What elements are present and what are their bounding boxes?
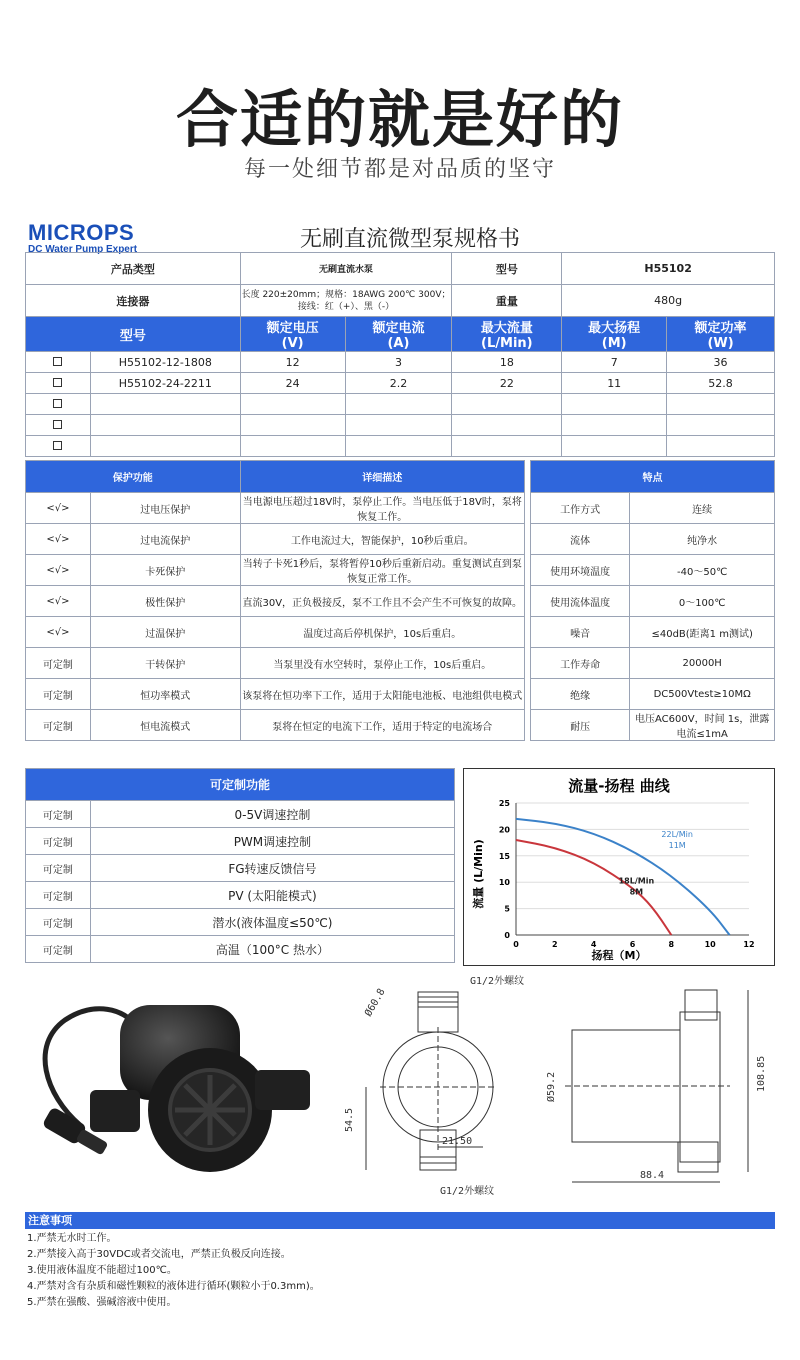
spec-select-cell [26,436,91,457]
spec-cell [345,415,452,436]
custom-value: 潜水(液体温度≤50℃) [90,909,454,936]
front-view [366,992,496,1170]
logo-brand: MICROPS [28,220,135,245]
note-item: 3.使用液体温度不能超过100℃。 [27,1265,177,1276]
spec-header-label: 最大流量 [480,321,533,336]
protection-mark: <√> [26,524,91,555]
spec-checkbox[interactable] [53,420,62,429]
feature-row [531,524,775,555]
custom-header-row [26,769,455,801]
custom-row [26,936,455,963]
dim-884: 88.4 [640,1170,665,1181]
protection-row [26,648,525,679]
spec-row [26,394,775,415]
chart-ytick: 15 [498,851,510,861]
spec-checkbox[interactable] [53,441,62,450]
feature-row [531,679,775,710]
spec-header-unit: (V) [281,336,304,351]
chart-ytick: 20 [498,825,510,835]
custom-value: FG转速反馈信号 [90,855,454,882]
note-item: 5.严禁在强酸、强碱溶液中使用。 [27,1297,177,1308]
dim-front-dia: Ø60.8 [363,986,388,1019]
spec-cell: 18 [452,352,562,373]
chart-ytick: 25 [498,799,510,808]
custom-header: 可定制功能 [26,769,455,801]
protection-name: 极性保护 [90,586,240,617]
feature-key: 使用环境温度 [531,555,630,586]
spec-header-label: 额定功率 [694,321,747,336]
spec-cell [667,415,775,436]
feature-value: 纯净水 [630,524,775,555]
thread-label-bottom: G1/2外螺纹 [440,1186,495,1197]
spec-header [562,317,667,352]
protection-header-desc: 详细描述 [240,461,524,493]
custom-value: PV (太阳能模式) [90,882,454,909]
protection-desc: 当泵里没有水空转时，泵停止工作，10s后重启。 [240,648,524,679]
protection-name: 恒功率模式 [90,679,240,710]
feature-key: 噪音 [531,617,630,648]
spec-header-unit: (W) [707,336,734,351]
spec-cell [90,415,240,436]
connector-line-2: 接线：红（+）、黑（-） [297,301,395,312]
protection-mark: <√> [26,555,91,586]
feature-row [531,493,775,524]
chart-ytick: 5 [504,904,510,914]
spec-row [26,436,775,457]
spec-cell: 3 [345,352,452,373]
model-value: H55102 [562,253,775,285]
protection-mark: <√> [26,493,91,524]
protection-header-row [26,461,525,493]
feature-key: 工作方式 [531,493,630,524]
spec-header-unit: (M) [601,336,627,351]
feature-value: DC500Vtest≥10MΩ [630,679,775,710]
dim-side-dia: Ø59.2 [546,1071,557,1102]
protection-desc: 温度过高后停机保护，10s后重启。 [240,617,524,648]
outlet-port [255,1070,310,1110]
protection-table [25,460,525,741]
weight-value: 480g [562,285,775,317]
spec-cell [240,394,345,415]
logo-tagline: DC Water Pump Expert [28,244,138,255]
doc-title: 无刷直流微型泵规格书 [300,227,521,252]
spec-cell: 22 [452,373,562,394]
chart-xtick: 8 [668,940,675,949]
feature-key: 工作寿命 [531,648,630,679]
spec-cell [562,436,667,457]
protection-row [26,586,525,617]
custom-key: 可定制 [26,855,91,882]
protection-row [26,679,525,710]
notes-list [27,1231,320,1311]
protection-header-func: 保护功能 [26,461,241,493]
protection-row [26,617,525,648]
spec-cell [240,436,345,457]
protection-row [26,524,525,555]
custom-value: 0-5V调速控制 [90,801,454,828]
custom-key: 可定制 [26,801,91,828]
custom-key: 可定制 [26,909,91,936]
feature-row [531,586,775,617]
chart-xtick: 6 [629,940,636,949]
spec-select-cell [26,373,91,394]
chart-xtick: 12 [743,940,755,949]
feature-key: 使用流体温度 [531,586,630,617]
custom-key: 可定制 [26,828,91,855]
chart-series-label: 11M [668,840,686,850]
weight-label: 重量 [452,285,562,317]
protection-mark: <√> [26,617,91,648]
spec-cell: 7 [562,352,667,373]
chart-ylabel: 流量 (L/Min) [472,839,485,909]
chart-xtick: 0 [513,940,519,949]
spec-table [25,252,775,457]
spec-cell: 24 [240,373,345,394]
spec-cell: 2.2 [345,373,452,394]
connector-value [240,285,452,317]
chart-xtick: 10 [704,940,716,949]
protection-desc: 当电源电压超过18V时，泵停止工作。当电压低于18V时，泵将恢复工作。 [240,493,524,524]
chart-series-line [516,840,671,935]
spec-header [667,317,775,352]
feature-value: ≤40dB(距离1 m测试) [630,617,775,648]
spec-cell [345,436,452,457]
spec-cell: 36 [667,352,775,373]
custom-value: 高温（100°C 热水） [90,936,454,963]
note-item: 4.严禁对含有杂质和磁性颗粒的液体进行循环(颗粒小于0.3mm)。 [27,1281,320,1292]
features-header: 特点 [531,461,775,493]
spec-select-cell [26,415,91,436]
product-type-value: 无刷直流水泵 [240,253,452,285]
spec-header-label: 最大扬程 [588,321,641,336]
inlet-port [90,1090,140,1132]
chart-ytick: 10 [498,878,510,888]
side-view [565,990,748,1182]
spec-header [345,317,452,352]
protection-row [26,493,525,524]
spec-cell [562,415,667,436]
protection-name: 过电压保护 [90,493,240,524]
spec-row [26,415,775,436]
protection-name: 卡死保护 [90,555,240,586]
spec-header [452,317,562,352]
custom-value: PWM调速控制 [90,828,454,855]
feature-value: 0～100℃ [630,586,775,617]
features-header-row [531,461,775,493]
chart-title: 流量-扬程 曲线 [568,777,670,795]
protection-desc: 泵将在恒定的电流下工作，适用于特定的电流场合 [240,710,524,741]
chart-xlabel: 扬程（M） [591,949,647,962]
custom-row [26,828,455,855]
spec-cell: H55102-12-1808 [90,352,240,373]
chart-svg [464,769,774,965]
protection-desc: 工作电流过大，智能保护，10秒后重启。 [240,524,524,555]
spec-checkbox[interactable] [53,399,62,408]
thread-label-top: G1/2外螺纹 [470,976,525,987]
protection-mark: 可定制 [26,710,91,741]
subline: 每一处细节都是对品质的坚守 [243,157,556,182]
protection-mark: 可定制 [26,679,91,710]
spec-cell: 11 [562,373,667,394]
spec-header-unit: (L/Min) [481,336,533,351]
custom-row [26,801,455,828]
note-item: 2.严禁接入高于30VDC或者交流电，严禁正负极反向连接。 [27,1249,291,1260]
feature-row [531,555,775,586]
headline: 合适的就是好的 [175,83,624,156]
spec-row [26,352,775,373]
spec-header [240,317,345,352]
spec-cell: 52.8 [667,373,775,394]
protection-mark: 可定制 [26,648,91,679]
feature-value: 连续 [630,493,775,524]
spec-select-cell [26,352,91,373]
feature-key: 绝缘 [531,679,630,710]
spec-cell [345,394,452,415]
feature-key: 流体 [531,524,630,555]
custom-row [26,855,455,882]
protection-name: 恒电流模式 [90,710,240,741]
connector-line-1: 长度 220±20mm；规格：18AWG 200℃ 300V； [241,289,451,300]
feature-value: -40～50℃ [630,555,775,586]
protection-row [26,555,525,586]
feature-value: 电压AC600V，时间 1s，泄露电流≤1mA [630,710,775,741]
tech-drawing [340,972,780,1202]
pump-photo [25,975,335,1200]
spec-cell [90,394,240,415]
spec-cell [452,415,562,436]
connector-label: 连接器 [26,285,241,317]
protection-name: 过电流保护 [90,524,240,555]
feature-row [531,617,775,648]
chart-ytick: 0 [504,931,510,940]
custom-row [26,909,455,936]
note-item: 1.严禁无水时工作。 [27,1233,117,1244]
flow-head-chart [463,768,775,966]
spec-header-label: 额定电压 [266,321,319,336]
custom-table [25,768,455,963]
spec-header [26,317,241,352]
custom-key: 可定制 [26,936,91,963]
model-label: 型号 [452,253,562,285]
spec-cell: H55102-24-2211 [90,373,240,394]
chart-series-label: 18L/Min [618,876,655,886]
feature-key: 耐压 [531,710,630,741]
protection-name: 干转保护 [90,648,240,679]
spec-select-cell [26,394,91,415]
chart-xtick: 2 [552,940,558,949]
custom-key: 可定制 [26,882,91,909]
product-type-label: 产品类型 [26,253,241,285]
spec-checkbox[interactable] [53,378,62,387]
dim-10885: 108.85 [756,1055,767,1092]
protection-desc: 该泵将在恒功率下工作，适用于太阳能电池板、电池组供电模式 [240,679,524,710]
chart-xtick: 4 [590,940,597,949]
spec-checkbox[interactable] [53,357,62,366]
chart-series-label: 22L/Min [661,829,693,839]
spec-cell [562,394,667,415]
spec-cell [667,394,775,415]
spec-cell [667,436,775,457]
spec-header-label: 额定电流 [372,321,425,336]
spec-row [26,373,775,394]
spec-header-row [26,317,775,352]
dim-545: 54.5 [344,1107,355,1132]
protection-name: 过温保护 [90,617,240,648]
spec-cell [240,415,345,436]
protection-desc: 直流30V，正负极接反，泵不工作且不会产生不可恢复的故障。 [240,586,524,617]
logo [28,220,137,255]
features-table [530,460,775,741]
feature-value: 20000H [630,648,775,679]
feature-row [531,710,775,741]
spec-cell [452,436,562,457]
spec-header-unit: (A) [387,336,410,351]
spec-header-label: 型号 [119,328,146,344]
feature-row [531,648,775,679]
protection-mark: <√> [26,586,91,617]
spec-cell [452,394,562,415]
chart-series-label: 8M [629,887,644,897]
notes-title: 注意事项 [25,1212,775,1229]
dim-2150: 21.50 [442,1136,473,1147]
custom-row [26,882,455,909]
spec-cell: 12 [240,352,345,373]
spec-cell [90,436,240,457]
protection-desc: 当转子卡死1秒后，泵将暂停10秒后重新启动。重复测试直到泵恢复正常工作。 [240,555,524,586]
protection-row [26,710,525,741]
